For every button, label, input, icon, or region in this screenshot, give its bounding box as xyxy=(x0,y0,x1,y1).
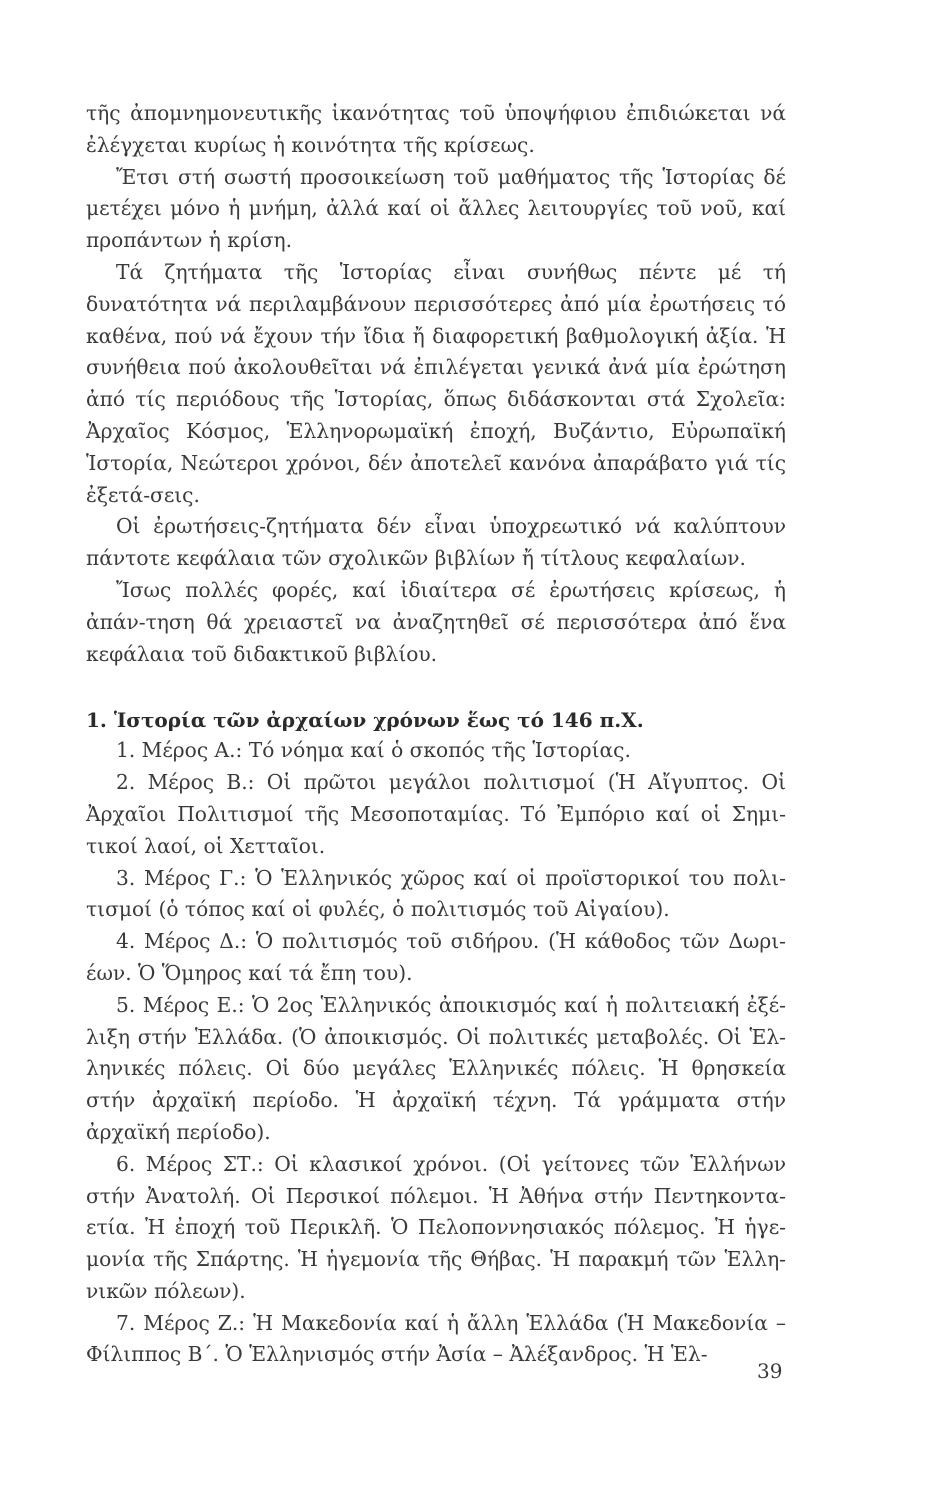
list-item-part-e: 5. Μέρος Ε.: Ὁ 2ος Ἑλληνικός ἀποικισμός καί ἡ πολιτειακή ἐξέ-λιξη στήν Ἑλλάδα. (Ὁ ἀποικισμός. Οἱ πολιτικές μεταβολές. Οἱ Ἑλ-ληνικές πόλεις. Οἱ δύο μεγάλες Ἑλληνικές πόλεις. Ἡ θρησκεία στήν ἀρχαϊκή περίοδο. Ἡ ἀρχαϊκή τέχνη. Τά γράμματα στήν ἀρχαϊκή περίοδο). xyxy=(86,992,786,1144)
paragraph-answers: Ἴσως πολλές φορές, καί ἰδιαίτερα σέ ἐρωτήσεις κρίσεως, ἡ ἀπάν-τηση θά χρειαστεῖ να ἀναζητηθεῖ σέ περισσότερα ἀπό ἕνα κεφάλαια τοῦ διδακτικοῦ βιβλίου. xyxy=(86,577,786,666)
list-item-part-a: 1. Μέρος Α.: Τό νόημα καί ὁ σκοπός τῆς Ἱστορίας. xyxy=(116,738,631,763)
list-item-part-d: 4. Μέρος Δ.: Ὁ πολιτισμός τοῦ σιδήρου. (Ἡ κάθοδος τῶν Δωρι-έων. Ὁ Ὅμηρος καί τά ἔπη του). xyxy=(86,929,786,985)
page-number: 39 xyxy=(757,1359,783,1383)
section-title: Ἱστορία τῶν ἀρχαίων χρόνων ἕως τό 146 π.Χ. xyxy=(113,708,644,733)
paragraph-continuation: τῆς ἀπομνημονευτικῆς ἱκανότητας τοῦ ὑποψήφιου ἐπιδιώκεται νά ἐλέγχεται κυρίως ἡ κοινότητα τῆς κρίσεως. xyxy=(86,101,786,157)
paragraph-history-questions: Τά ζητήματα τῆς Ἱστορίας εἶναι συνήθως πέντε μέ τή δυνατότητα νά περιλαμβάνουν περισσότερες ἀπό μία ἐρωτήσεις τό καθένα, πού νά ἔχουν τήν ἴδια ἤ διαφορετική βαθμολογική ἀξία. Ἡ συνήθεια πού ἀκολουθεῖται νά ἐπιλέγεται γενικά ἀνά μία ἐρώτηση ἀπό τίς περιόδους τῆς Ἱστορίας, ὅπως διδάσκονται στά Σχολεῖα: Ἀρχαῖος Κόσμος, Ἑλληνορωμαϊκή ἐποχή, Βυζάντιο, Εὐρωπαϊκή Ἱστορία, Νεώτεροι χρόνοι, δέν ἀποτελεῖ κανόνα ἀπαράβατο γιά τίς ἐξετά-σεις. xyxy=(86,259,786,507)
list-item-part-b: 2. Μέρος Β.: Οἱ πρῶτοι μεγάλοι πολιτισμοί (Ἡ Αἴγυπτος. Οἱ Ἀρχαῖοι Πολιτισμοί τῆς Μεσοποταμίας. Τό Ἐμπόριο καί οἱ Σημι-τικοί λαοί, οἱ Χετταῖοι. xyxy=(86,770,786,858)
list-item-part-g: 7. Μέρος Ζ.: Ἡ Μακεδονία καί ἡ ἄλλη Ἑλλάδα (Ἡ Μακεδονία – Φίλιππος Β΄. Ὁ Ἑλληνισμός στήν Ἀσία – Ἀλέξανδρος. Ἡ Ἑλ- xyxy=(86,1310,786,1367)
page-body xyxy=(86,98,786,1371)
section-heading xyxy=(86,705,786,735)
list-item-part-c: 3. Μέρος Γ.: Ὁ Ἑλληνικός χῶρος καί οἱ προϊστορικοί του πολι-τισμοί (ὁ τόπος καί οἱ φυλές, ὁ πολιτισμός τοῦ Αἰγαίου). xyxy=(86,865,786,922)
list-item-part-f: 6. Μέρος ΣΤ.: Οἱ κλασικοί χρόνοι. (Οἱ γείτονες τῶν Ἑλλήνων στήν Ἀνατολή. Οἱ Περσικοί πόλεμοι. Ἡ Ἀθήνα στήν Πεντηκοντα-ετία. Ἡ ἐποχή τοῦ Περικλῆ. Ὁ Πελοποννησιακός πόλεμος. Ἡ ἡγε-μονία τῆς Σπάρτης. Ἡ ἡγεμονία τῆς Θήβας. Ἡ παρακμή τῶν Ἑλλη-νικῶν πόλεων). xyxy=(86,1151,786,1303)
section-number: 1. xyxy=(86,708,107,733)
paragraph-chapters: Οἱ ἐρωτήσεις-ζητήματα δέν εἶναι ὑποχρεωτικό νά καλύπτουν πάντοτε κεφάλαια τῶν σχολικῶν βιβλίων ἤ τίτλους κεφαλαίων. xyxy=(86,514,786,571)
paragraph-memory-judgment: Ἔτσι στή σωστή προσοικείωση τοῦ μαθήματος τῆς Ἱστορίας δέ μετέχει μόνο ἡ μνήμη, ἀλλά καί οἱ ἄλλες λειτουργίες τοῦ νοῦ, καί προπάντων ἡ κρίση. xyxy=(86,164,786,253)
